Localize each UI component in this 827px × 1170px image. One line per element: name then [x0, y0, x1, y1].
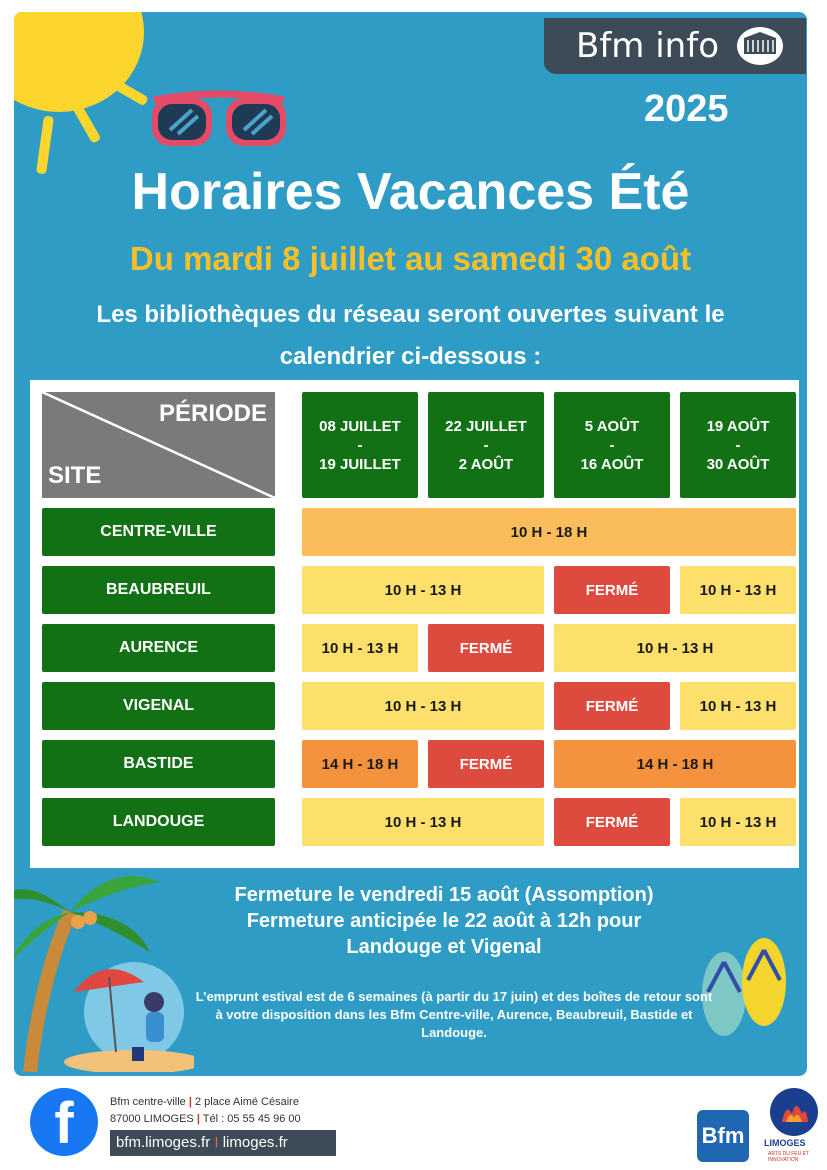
hours-cell: FERMÉ	[428, 624, 544, 672]
sunglasses-illustration	[144, 82, 294, 157]
address-separator: |	[196, 1113, 200, 1125]
address-phone: Tél : 05 55 45 96 00	[202, 1113, 301, 1125]
closure-notes	[174, 882, 714, 960]
period-from: 19 AOÛT	[706, 417, 770, 435]
period-header	[428, 392, 544, 498]
sun-ray	[73, 104, 102, 144]
site-cell: CENTRE-VILLE	[42, 508, 275, 556]
loan-info: L’emprunt estival est de 6 semaines (à partir du 17 juin) et des boîtes de retour sont à votre disposition dans les Bfm Centre-ville, Aurence, Beaubreuil, Bastide et Landouge.	[195, 989, 713, 1040]
address-name: Bfm centre-ville	[110, 1096, 186, 1108]
closure-line-1: Fermeture le vendredi 15 août (Assomption)	[234, 884, 654, 906]
site-label: SITE	[48, 462, 102, 489]
period-sep: -	[357, 436, 363, 454]
hours-cell: 14 H - 18 H	[302, 740, 418, 788]
subtitle: Les bibliothèques du réseau seront ouvertes suivant le calendrier ci-dessous :	[96, 301, 725, 370]
facebook-icon[interactable]	[30, 1088, 98, 1156]
period-to: 2 AOÛT	[458, 455, 514, 473]
period-header	[554, 392, 670, 498]
footer-address	[110, 1094, 301, 1128]
address-separator: |	[188, 1096, 192, 1108]
hours-cell: 10 H - 13 H	[554, 624, 796, 672]
date-range: Du mardi 8 juillet au samedi 30 août	[129, 240, 692, 277]
facebook-glyph: f	[54, 1091, 74, 1156]
limoges-logo	[770, 1088, 818, 1136]
hours-cell: 10 H - 13 H	[680, 566, 796, 614]
hours-cell: 10 H - 18 H	[302, 508, 796, 556]
period-from: 08 JUILLET	[319, 417, 401, 435]
site-cell: VIGENAL	[42, 682, 275, 730]
limoges-name: LIMOGES	[764, 1138, 806, 1148]
closure-line-2: Fermeture anticipée le 22 août à 12h pour	[246, 910, 642, 932]
closure-line-3: Landouge et Vigenal	[346, 936, 542, 958]
period-to: 16 AOÛT	[580, 455, 644, 473]
site-cell: AURENCE	[42, 624, 275, 672]
bfm-logo: Bfm	[697, 1110, 749, 1162]
library-building-icon	[736, 26, 784, 66]
limoges-url-link[interactable]: limoges.fr	[222, 1134, 288, 1151]
corner-header	[42, 392, 275, 498]
bfm-url-link[interactable]: bfm.limoges.fr	[116, 1134, 211, 1151]
site-cell: BEAUBREUIL	[42, 566, 275, 614]
hours-cell: 10 H - 13 H	[302, 798, 544, 846]
period-header	[302, 392, 418, 498]
limoges-tagline: ARTS DU FEU ET INNOVATION	[768, 1151, 809, 1163]
period-sep: -	[483, 436, 489, 454]
page-title: Horaires Vacances Été	[131, 163, 690, 221]
hours-cell: 10 H - 13 H	[680, 682, 796, 730]
sun-illustration	[14, 12, 144, 112]
address-city: 87000 LIMOGES	[110, 1113, 194, 1125]
hours-cell: FERMÉ	[554, 566, 670, 614]
period-from: 22 JUILLET	[445, 417, 527, 435]
hours-cell: 14 H - 18 H	[554, 740, 796, 788]
period-from: 5 AOÛT	[584, 417, 640, 435]
hours-cell: FERMÉ	[554, 798, 670, 846]
hours-cell: 10 H - 13 H	[680, 798, 796, 846]
url-separator: I	[214, 1134, 219, 1151]
site-cell: BASTIDE	[42, 740, 275, 788]
limoges-crest-icon	[770, 1088, 818, 1136]
poster-background	[14, 12, 807, 1076]
hours-cell: FERMÉ	[554, 682, 670, 730]
footer-urls	[110, 1130, 336, 1156]
beach-scene-illustration	[54, 952, 194, 1072]
period-sep: -	[609, 436, 615, 454]
period-to: 30 AOÛT	[706, 455, 770, 473]
bfm-info-badge	[544, 18, 806, 74]
period-header	[680, 392, 796, 498]
year: 2025	[644, 88, 729, 130]
period-to: 19 JUILLET	[319, 455, 401, 473]
hours-cell: 10 H - 13 H	[302, 566, 544, 614]
brand-name: Bfm info	[576, 26, 719, 66]
site-cell: LANDOUGE	[42, 798, 275, 846]
address-street: 2 place Aimé Césaire	[195, 1096, 299, 1108]
hours-cell: 10 H - 13 H	[302, 682, 544, 730]
schedule-table	[30, 380, 799, 868]
hours-cell: FERMÉ	[428, 740, 544, 788]
period-sep: -	[735, 436, 741, 454]
period-label: PÉRIODE	[158, 400, 267, 427]
hours-cell: 10 H - 13 H	[302, 624, 418, 672]
